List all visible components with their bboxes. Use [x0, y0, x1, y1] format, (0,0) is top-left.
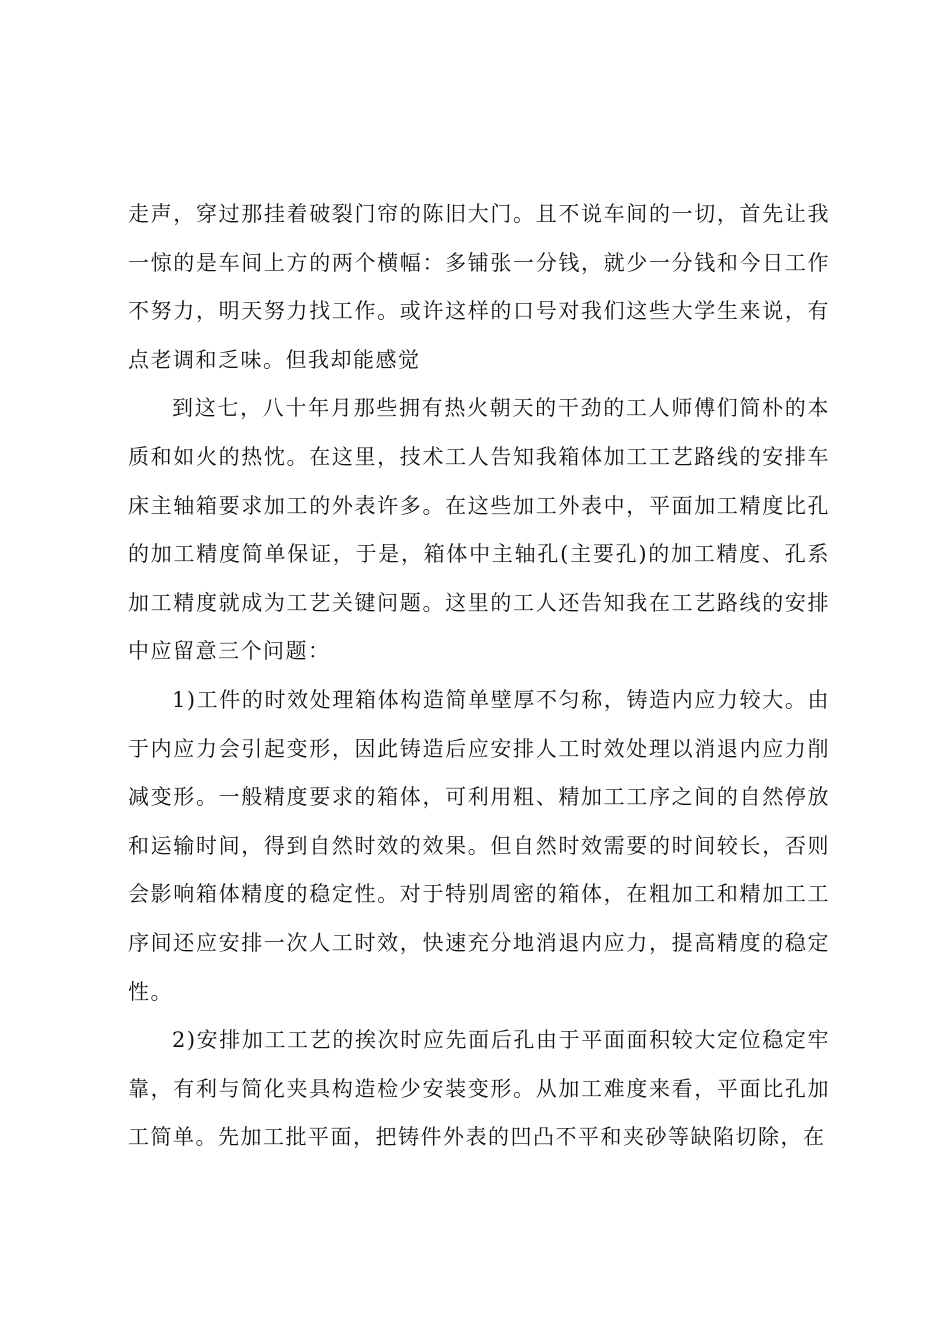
document-body	[128, 190, 830, 1162]
paragraph-item-2-machining-order: 2)安排加工工艺的挨次时应先面后孔由于平面面积较大定位稳定牢靠，有利与简化夹具构造检少安装变形。从加工难度来看，平面比孔加工简单。先加工批平面，把铸件外表的凹凸不平和夹砂等缺陷切除，在	[128, 1028, 830, 1150]
paragraph-continuation: 走声，穿过那挂着破裂门帘的陈旧大门。且不说车间的一切，首先让我一惊的是车间上方的两个横幅：多铺张一分钱，就少一分钱和今日工作不努力，明天努力找工作。或许这样的口号对我们这些大学生来说，有点老调和乏味。但我却能感觉	[128, 202, 830, 372]
paragraph-item-1-aging-treatment: 1)工件的时效处理箱体构造简单壁厚不匀称，铸造内应力较大。由于内应力会引起变形，因此铸造后应安排人工时效处理以消退内应力削减变形。一般精度要求的箱体，可利用粗、精加工工序之间的自然停放和运输时间，得到自然时效的效果。但自然时效需要的时间较长，否则会影响箱体精度的稳定性。对于特别周密的箱体，在粗加工和精加工工序间还应安排一次人工时效，快速充分地消退内应力，提高精度的稳定性。	[128, 687, 830, 1004]
paragraph-workshop-process: 到这七，八十年月那些拥有热火朝天的干劲的工人师傅们简朴的本质和如火的热忱。在这里，技术工人告知我箱体加工工艺路线的安排车床主轴箱要求加工的外表许多。在这些加工外表中，平面加工精度比孔的加工精度简单保证，于是，箱体中主轴孔(主要孔)的加工精度、孔系加工精度就成为工艺关键问题。这里的工人还告知我在工艺路线的安排中应留意三个问题：	[128, 396, 830, 664]
